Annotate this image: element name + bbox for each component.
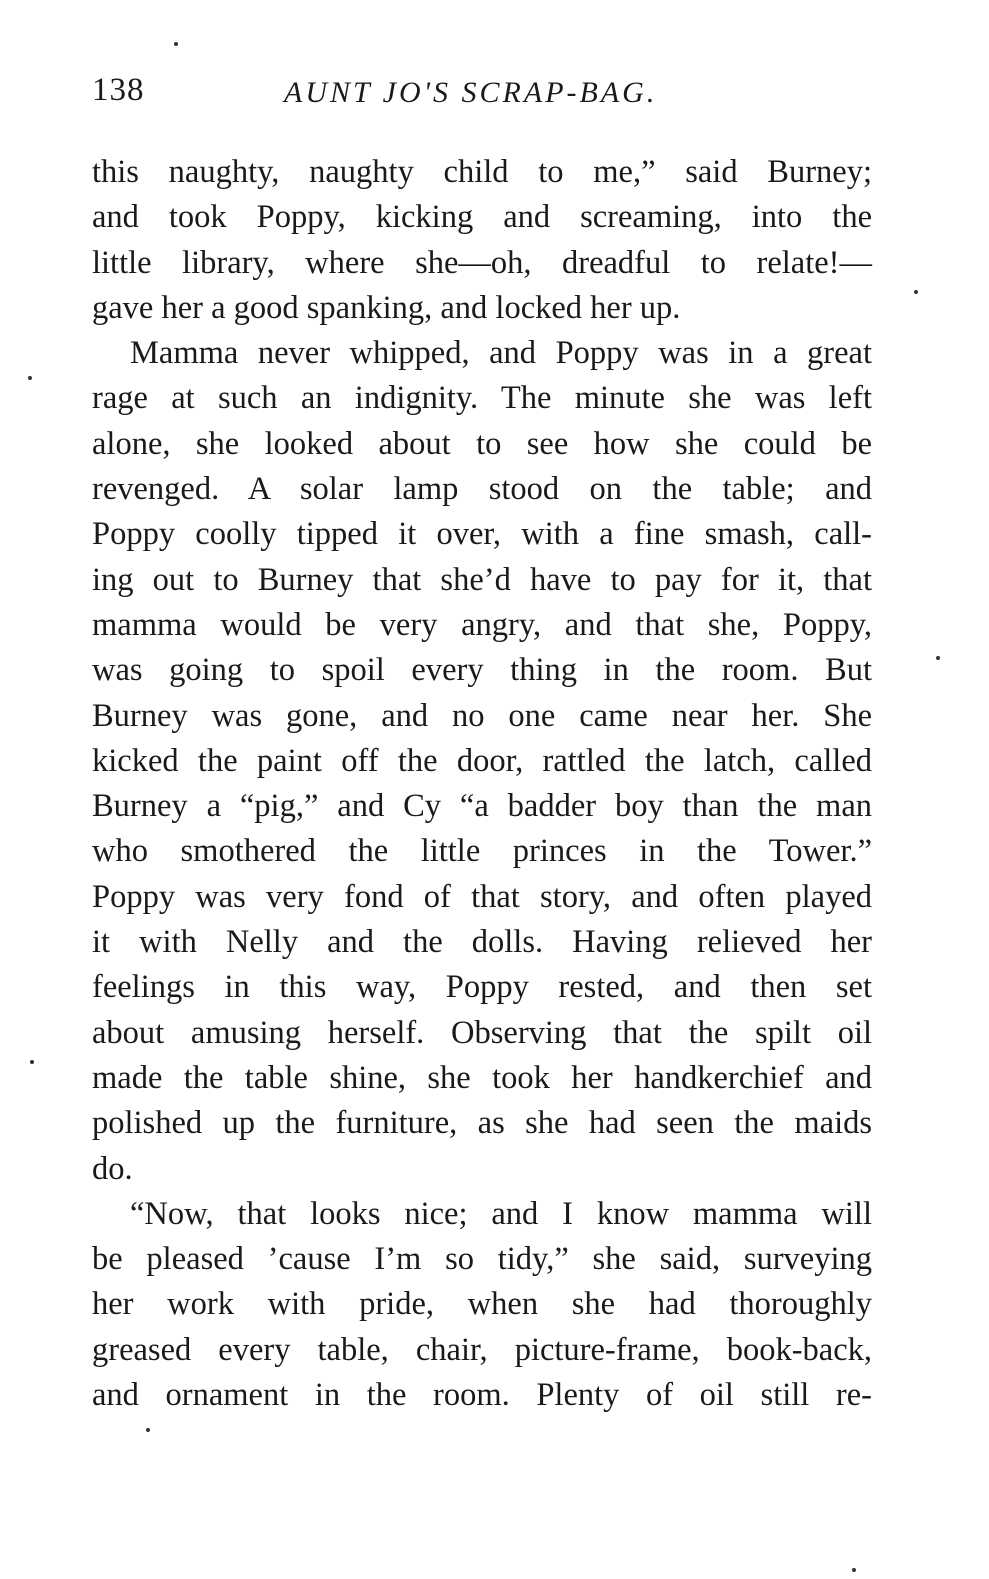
text-line: Poppy was very fond of that story, and often played <box>92 878 872 915</box>
page-header <box>92 72 872 122</box>
text-line: ing out to Burney that she’d have to pay for it, that <box>92 561 872 598</box>
text-line: Burney was gone, and no one came near her. She <box>92 697 872 734</box>
text-line: and took Poppy, kicking and screaming, into the <box>92 199 872 236</box>
paper-speck <box>936 656 940 660</box>
text-line: rage at such an indignity. The minute she was left <box>92 380 872 417</box>
text-line: about amusing herself. Observing that the spilt oil <box>92 1014 872 1051</box>
text-line: Burney a “pig,” and Cy “a badder boy than the man <box>92 788 872 825</box>
text-line: feelings in this way, Poppy rested, and then set <box>92 969 872 1006</box>
page-number: 138 <box>92 72 145 108</box>
text-line: polished up the furniture, as she had seen the maids <box>92 1105 872 1142</box>
paper-speck <box>914 290 918 294</box>
text-line: made the table shine, she took her handkerchief and <box>92 1059 872 1096</box>
text-line: Mamma never whipped, and Poppy was in a great <box>130 335 872 372</box>
text-line: her work with pride, when she had thoroughly <box>92 1286 872 1323</box>
text-line: kicked the paint off the door, rattled the latch, called <box>92 742 872 779</box>
text-line: who smothered the little princes in the Tower.” <box>92 833 872 870</box>
paper-speck <box>28 376 32 380</box>
text-line: do. <box>92 1150 133 1187</box>
paragraph-2 <box>92 331 872 1192</box>
text-line: be pleased ’cause I’m so tidy,” she said, surveying <box>92 1241 872 1278</box>
paper-speck <box>174 42 178 46</box>
paper-speck <box>30 1060 34 1064</box>
text-line: little library, where she—oh, dreadful to relate!— <box>92 244 872 281</box>
text-line: “Now, that looks nice; and I know mamma will <box>130 1195 872 1232</box>
running-title: AUNT JO'S SCRAP-BAG. <box>284 76 658 109</box>
text-line: greased every table, chair, picture-frame, book-back, <box>92 1331 872 1368</box>
text-line: revenged. A solar lamp stood on the table; and <box>92 471 872 508</box>
text-line: was going to spoil every thing in the room. But <box>92 652 872 689</box>
text-line: and ornament in the room. Plenty of oil still re- <box>92 1377 872 1414</box>
text-line: gave her a good spanking, and locked her up. <box>92 289 681 326</box>
text-line: this naughty, naughty child to me,” said Burney; <box>92 154 872 190</box>
text-line: it with Nelly and the dolls. Having relieved her <box>92 924 872 961</box>
paragraph-3 <box>92 1192 872 1418</box>
text-line: mamma would be very angry, and that she, Poppy, <box>92 606 872 643</box>
paper-speck <box>852 1568 856 1572</box>
text-line: Poppy coolly tipped it over, with a fine smash, call- <box>92 516 872 553</box>
text-line: alone, she looked about to see how she could be <box>92 425 872 462</box>
paragraph-1 <box>92 150 872 331</box>
body-text <box>92 150 872 1418</box>
paper-speck <box>146 1428 150 1432</box>
